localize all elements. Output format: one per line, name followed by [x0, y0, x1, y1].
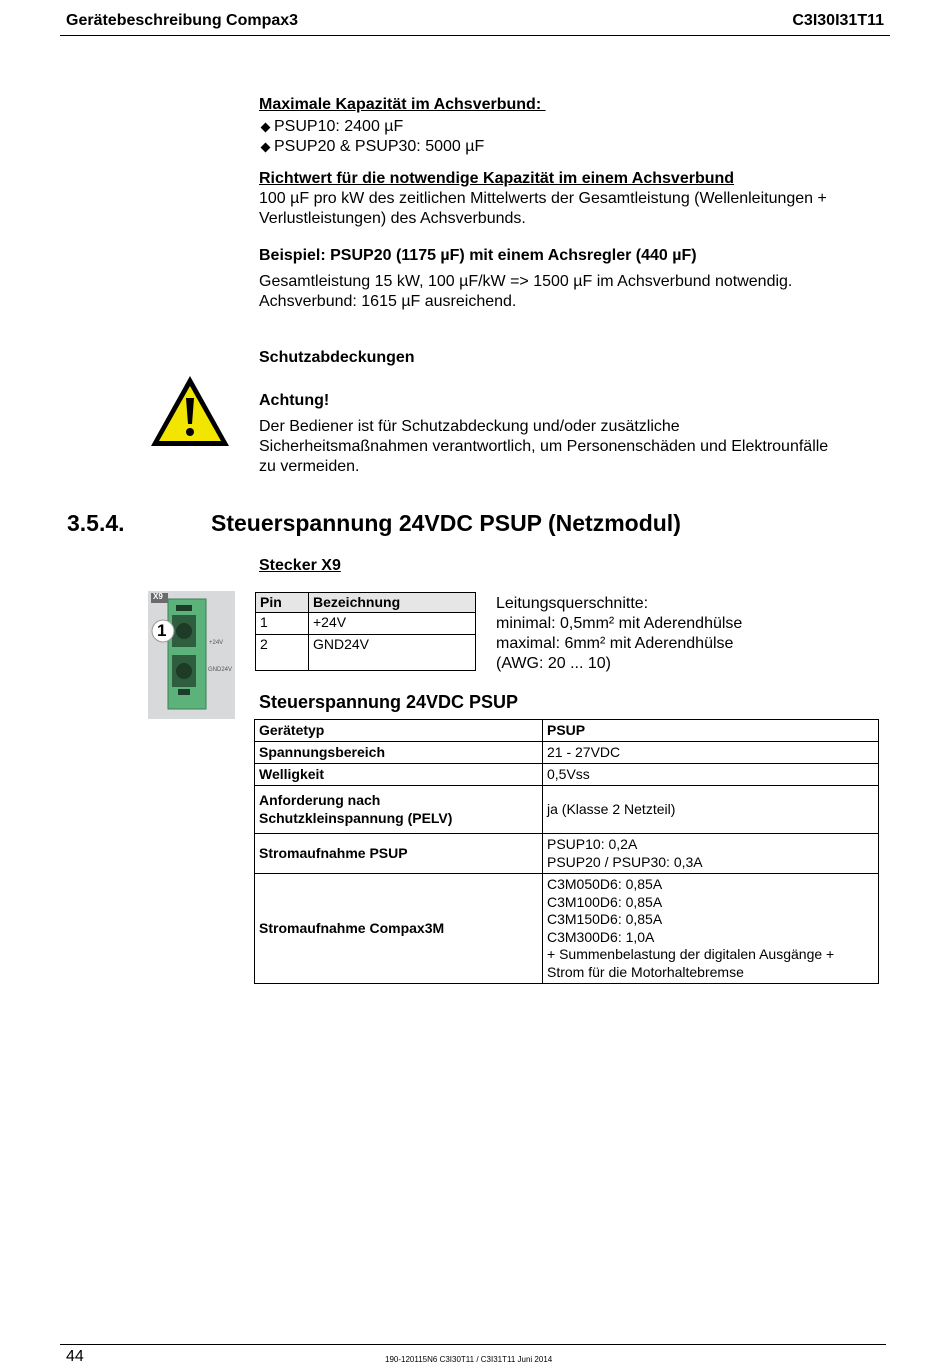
page-header — [60, 10, 890, 36]
example-block — [259, 246, 792, 312]
cable-min: minimal: 0,5mm² mit Aderendhülse — [496, 615, 743, 632]
table-row — [256, 635, 476, 671]
spec-key-line: Schutzkleinspannung (PELV) — [259, 809, 453, 826]
spec-value — [543, 834, 879, 874]
table-row — [256, 613, 476, 635]
spec-key: Welligkeit — [255, 764, 543, 786]
spec-header-psup: PSUP — [543, 720, 879, 742]
table-row — [255, 764, 879, 786]
warning-line-1: Der Bediener ist für Schutzabdeckung und/oder zusätzliche — [259, 418, 680, 435]
protection-heading: Schutzabdeckungen — [259, 349, 415, 366]
section-title: Steuerspannung 24VDC PSUP (Netzmodul) — [211, 510, 681, 536]
header-title: Gerätebeschreibung Compax3 — [66, 12, 299, 29]
table-row — [256, 593, 476, 613]
spec-value-line: C3M150D6: 0,85A — [547, 911, 663, 927]
spec-value-line: C3M300D6: 1,0A — [547, 928, 655, 945]
page-footer — [60, 1344, 886, 1369]
spec-value-line: PSUP10: 0,2A — [547, 836, 638, 852]
table-row — [255, 834, 879, 874]
capacity-item-psup10: PSUP10: 2400 µF — [274, 118, 404, 135]
list-item — [259, 117, 546, 137]
spec-value: 21 - 27VDC — [543, 742, 879, 764]
spec-table — [254, 719, 879, 984]
connector-pin-label-gnd: GND24V — [208, 667, 233, 673]
spec-key: Stromaufnahme PSUP — [255, 834, 543, 874]
capacity-block — [259, 95, 546, 157]
spec-value: ja (Klasse 2 Netzteil) — [543, 786, 879, 834]
header-doc-id: C3I30I31T11 — [792, 12, 884, 29]
guide-text-2: Verlustleistungen) des Achsverbunds. — [259, 210, 526, 227]
table-row — [255, 720, 879, 742]
diamond-bullet-icon — [261, 142, 271, 152]
spec-header-type: Gerätetyp — [255, 720, 543, 742]
list-item — [259, 137, 546, 157]
section-number: 3.5.4. — [67, 510, 125, 536]
pin-table — [255, 592, 476, 671]
guide-heading: Richtwert für die notwendige Kapazität im einem Achsverbund — [259, 170, 735, 187]
spec-value-line: + Summenbelastung der digitalen Ausgänge + — [547, 946, 835, 962]
cable-awg: (AWG: 20 ... 10) — [496, 655, 611, 672]
connector-number: 1 — [157, 621, 167, 640]
page-number: 44 — [66, 1348, 84, 1365]
capacity-heading: Maximale Kapazität im Achsverbund: — [259, 96, 546, 113]
cable-max: maximal: 6mm² mit Aderendhülse — [496, 635, 734, 652]
warning-line-2: Sicherheitsmaßnahmen verantwortlich, um Personenschäden und Elektrounfälle — [259, 438, 829, 455]
pin-cell: 1 — [256, 613, 309, 635]
spec-value-line: C3M050D6: 0,85A — [547, 876, 663, 892]
footer-doc-ref: 190-120115N6 C3I30T11 / C3I31T11 Juni 2014 — [385, 1355, 553, 1364]
example-text-2: Achsverbund: 1615 µF ausreichend. — [259, 293, 517, 310]
connector-label: X9 — [153, 592, 163, 601]
guide-text-1: 100 µF pro kW des zeitlichen Mittelwerts der Gesamtleistung (Wellenleitungen + — [259, 190, 827, 207]
warning-title: Achtung! — [259, 392, 330, 409]
spec-key: Spannungsbereich — [255, 742, 543, 764]
example-heading: Beispiel: PSUP20 (1175 µF) mit einem Achsregler (440 µF) — [259, 247, 697, 264]
cable-title: Leitungsquerschnitte: — [496, 595, 649, 612]
pin-name-cell: GND24V — [309, 635, 476, 671]
example-text-1: Gesamtleistung 15 kW, 100 µF/kW => 1500 µF im Achsverbund notwendig. — [259, 273, 793, 290]
name-header: Bezeichnung — [309, 593, 476, 613]
spec-key-line: Anforderung nach — [259, 792, 381, 808]
connector-heading: Stecker X9 — [259, 557, 341, 574]
table-row — [255, 742, 879, 764]
spec-key: Stromaufnahme Compax3M — [255, 874, 543, 984]
diamond-bullet-icon — [261, 122, 271, 132]
warning-triangle-icon — [149, 374, 231, 448]
cable-info — [496, 594, 742, 674]
spec-heading: Steuerspannung 24VDC PSUP — [259, 692, 519, 712]
warning-block — [259, 391, 828, 477]
warning-line-3: zu vermeiden. — [259, 458, 360, 475]
pin-cell: 2 — [256, 635, 309, 671]
spec-value — [543, 874, 879, 984]
pin-header: Pin — [256, 593, 309, 613]
pin-name-cell: +24V — [309, 613, 476, 635]
connector-pin-label-24v: +24V — [209, 640, 224, 646]
capacity-item-psup20-30: PSUP20 & PSUP30: 5000 µF — [274, 138, 485, 155]
spec-value-line: Strom für die Motorhaltebremse — [547, 963, 744, 980]
spec-value-line: C3M100D6: 0,85A — [547, 893, 663, 910]
table-row — [255, 874, 879, 984]
spec-value-line: PSUP20 / PSUP30: 0,3A — [547, 853, 703, 870]
table-row — [255, 786, 879, 834]
connector-x9-image — [148, 591, 235, 719]
spec-key — [255, 786, 543, 834]
spec-value: 0,5Vss — [543, 764, 879, 786]
guide-block — [259, 169, 827, 229]
